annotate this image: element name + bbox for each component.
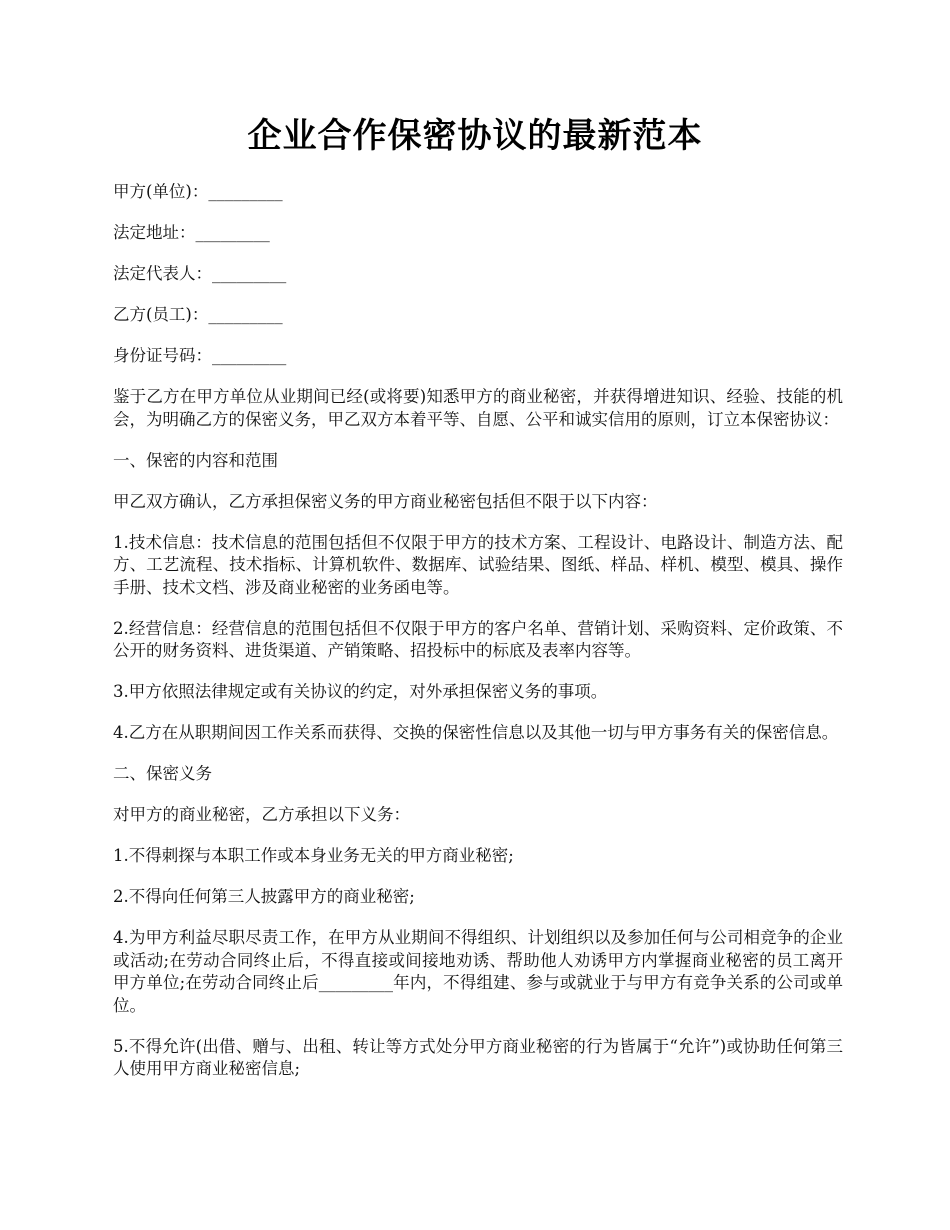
section-1-intro: 甲乙双方确认，乙方承担保密义务的甲方商业秘密包括但不限于以下内容：: [113, 491, 658, 511]
section-1-item-1: 1.技术信息：技术信息的范围包括但不仅限于甲方的技术方案、工程设计、电路设计、制造方法、配方、工艺流程、技术指标、计算机软件、数据库、试验结果、图纸、样品、样机、模型、模具、操作手册、技术文档、涉及商业秘密的业务函电等。: [113, 532, 843, 597]
section-2-item-1: 1.不得刺探与本职工作或本身业务无关的甲方商业秘密;: [113, 846, 514, 865]
section-1-heading: 一、保密的内容和范围: [113, 450, 278, 470]
section-2-item-4: 4.为甲方利益尽职尽责工作，在甲方从业期间不得组织、计划组织以及参加任何与公司相竞争的企业或活动;在劳动合同终止后，不得直接或间接地劝诱、帮助他人劝诱甲方内掌握商业秘密的员工离开甲方单位;在劳动合同终止后_________年内，不得组建、参与或就业于与甲方有竞争关系的公司或单位。: [113, 928, 843, 1015]
party-a-field: 甲方(单位)：_________: [113, 182, 283, 201]
section-1-item-3: 3.甲方依照法律规定或有关协议的约定，对外承担保密义务的事项。: [113, 682, 608, 701]
section-2-heading: 二、保密义务: [113, 764, 212, 783]
section-1-item-2: 2.经营信息：经营信息的范围包括但不仅限于甲方的客户名单、营销计划、采购资料、定价政策、不公开的财务资料、进货渠道、产销策略、招投标中的标底及表率内容等。: [113, 618, 843, 660]
id-number-field: 身份证号码：_________: [113, 346, 287, 365]
legal-representative-field: 法定代表人：_________: [113, 264, 287, 283]
legal-address-field: 法定地址：_________: [113, 223, 270, 242]
section-2-item-2: 2.不得向任何第三人披露甲方的商业秘密;: [113, 887, 415, 906]
document-title: 企业合作保密协议的最新范本: [247, 116, 703, 156]
party-b-field: 乙方(员工)：_________: [113, 305, 283, 324]
section-1-item-4: 4.乙方在从职期间因工作关系而获得、交换的保密性信息以及其他一切与甲方事务有关的保密信息。: [113, 723, 839, 742]
preamble-paragraph: 鉴于乙方在甲方单位从业期间已经(或将要)知悉甲方的商业秘密，并获得增进知识、经验、技能的机会，为明确乙方的保密义务，甲乙双方本着平等、自愿、公平和诚实信用的原则，订立本保密协议：: [113, 387, 843, 429]
document-body: [113, 181, 843, 1099]
section-2-intro: 对甲方的商业秘密，乙方承担以下义务：: [113, 805, 410, 824]
section-2-item-5: 5.不得允许(出借、赠与、出租、转让等方式处分甲方商业秘密的行为皆属于“允许”)或协助任何第三人使用甲方商业秘密信息;: [113, 1036, 843, 1078]
